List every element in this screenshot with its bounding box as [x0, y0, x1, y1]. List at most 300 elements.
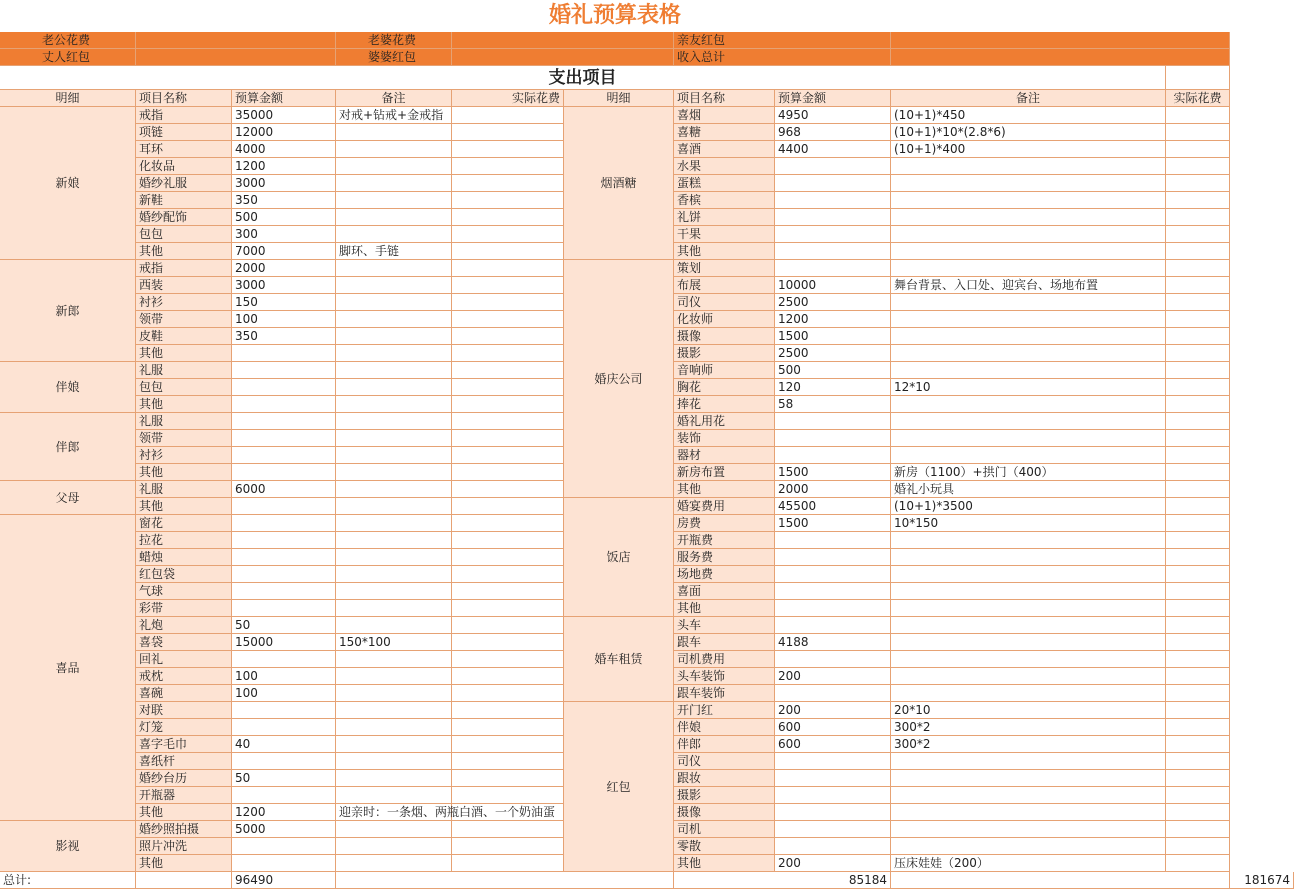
right-budget-amount[interactable]: 1500 — [775, 464, 891, 481]
left-item-name: 回礼 — [136, 651, 232, 668]
left-budget-amount[interactable] — [232, 515, 336, 532]
left-actual-spend[interactable] — [452, 124, 564, 141]
left-actual-spend[interactable] — [452, 481, 564, 498]
left-item-name: 其他 — [136, 498, 232, 515]
right-actual-spend[interactable] — [1166, 600, 1230, 617]
left-note[interactable] — [336, 124, 452, 141]
left-budget-amount[interactable] — [232, 464, 336, 481]
right-actual-spend[interactable] — [1166, 498, 1230, 515]
right-actual-spend[interactable] — [1166, 311, 1230, 328]
right-budget-amount[interactable] — [775, 821, 891, 838]
left-budget-amount[interactable]: 15000 — [232, 634, 336, 651]
right-item-name: 摄像 — [674, 328, 775, 345]
right-note[interactable] — [891, 260, 1166, 277]
right-actual-spend[interactable] — [1166, 634, 1230, 651]
left-actual-spend[interactable] — [452, 549, 564, 566]
left-note[interactable] — [336, 617, 452, 634]
left-note[interactable] — [336, 515, 452, 532]
left-item-name: 其他 — [136, 855, 232, 872]
left-budget-amount[interactable] — [232, 532, 336, 549]
right-actual-spend[interactable] — [1166, 753, 1230, 770]
right-budget-amount[interactable] — [775, 430, 891, 447]
right-note[interactable] — [891, 532, 1166, 549]
right-actual-spend[interactable] — [1166, 702, 1230, 719]
left-budget-amount[interactable]: 150 — [232, 294, 336, 311]
right-budget-amount[interactable]: 10000 — [775, 277, 891, 294]
left-budget-amount[interactable] — [232, 413, 336, 430]
right-actual-spend[interactable] — [1166, 583, 1230, 600]
right-note[interactable]: 10*150 — [891, 515, 1166, 532]
left-actual-spend[interactable] — [452, 294, 564, 311]
left-note[interactable] — [336, 226, 452, 243]
left-actual-spend[interactable] — [452, 464, 564, 481]
left-note[interactable] — [336, 668, 452, 685]
left-budget-amount[interactable] — [232, 396, 336, 413]
header-detail-left: 明细 — [0, 90, 136, 107]
left-note[interactable] — [336, 753, 452, 770]
left-budget-amount[interactable]: 1200 — [232, 158, 336, 175]
left-actual-spend[interactable] — [452, 447, 564, 464]
right-actual-spend[interactable] — [1166, 838, 1230, 855]
left-note[interactable] — [336, 311, 452, 328]
left-actual-spend[interactable] — [452, 209, 564, 226]
left-budget-amount[interactable]: 2000 — [232, 260, 336, 277]
left-item-name: 婚纱礼服 — [136, 175, 232, 192]
left-budget-amount[interactable]: 3000 — [232, 175, 336, 192]
right-actual-spend[interactable] — [1166, 787, 1230, 804]
left-budget-amount[interactable] — [232, 651, 336, 668]
left-item-name: 喜袋 — [136, 634, 232, 651]
right-item-name: 新房布置 — [674, 464, 775, 481]
right-actual-spend[interactable] — [1166, 124, 1230, 141]
right-budget-amount[interactable] — [775, 175, 891, 192]
left-note[interactable] — [336, 379, 452, 396]
right-budget-amount[interactable] — [775, 770, 891, 787]
left-note[interactable] — [336, 345, 452, 362]
right-note[interactable] — [891, 821, 1166, 838]
left-actual-spend[interactable] — [452, 719, 564, 736]
left-note[interactable] — [336, 362, 452, 379]
left-note[interactable] — [336, 549, 452, 566]
right-budget-amount[interactable]: 500 — [775, 362, 891, 379]
right-note[interactable]: 婚礼小玩具 — [891, 481, 1166, 498]
left-budget-amount[interactable] — [232, 345, 336, 362]
left-budget-amount[interactable]: 12000 — [232, 124, 336, 141]
left-actual-spend[interactable] — [452, 362, 564, 379]
right-actual-spend[interactable] — [1166, 549, 1230, 566]
left-actual-spend[interactable] — [452, 600, 564, 617]
left-actual-spend[interactable] — [452, 651, 564, 668]
right-budget-amount[interactable]: 968 — [775, 124, 891, 141]
left-note[interactable] — [336, 600, 452, 617]
right-actual-spend[interactable] — [1166, 209, 1230, 226]
right-note[interactable]: (10+1)*450 — [891, 107, 1166, 124]
right-budget-amount[interactable] — [775, 838, 891, 855]
right-note[interactable] — [891, 668, 1166, 685]
left-actual-spend[interactable] — [452, 855, 564, 872]
right-note[interactable]: (10+1)*10*(2.8*6) — [891, 124, 1166, 141]
left-budget-amount[interactable] — [232, 838, 336, 855]
left-budget-amount[interactable] — [232, 379, 336, 396]
left-note[interactable] — [336, 651, 452, 668]
right-note[interactable] — [891, 447, 1166, 464]
left-category: 父母 — [0, 481, 136, 515]
left-note[interactable] — [336, 821, 452, 838]
left-item-name: 领带 — [136, 430, 232, 447]
right-note[interactable] — [891, 158, 1166, 175]
right-note[interactable] — [891, 192, 1166, 209]
left-actual-spend[interactable] — [452, 107, 564, 124]
right-budget-amount[interactable] — [775, 617, 891, 634]
right-budget-amount[interactable] — [775, 549, 891, 566]
right-note[interactable]: 12*10 — [891, 379, 1166, 396]
right-note[interactable]: 300*2 — [891, 736, 1166, 753]
left-budget-amount[interactable]: 35000 — [232, 107, 336, 124]
right-budget-amount[interactable] — [775, 651, 891, 668]
right-note[interactable]: 新房（1100）+拱门（400） — [891, 464, 1166, 481]
left-note[interactable] — [336, 294, 452, 311]
left-category: 新娘 — [0, 107, 136, 260]
left-actual-spend[interactable] — [452, 379, 564, 396]
left-budget-amount[interactable]: 50 — [232, 770, 336, 787]
right-actual-spend[interactable] — [1166, 736, 1230, 753]
left-budget-amount[interactable]: 40 — [232, 736, 336, 753]
right-actual-spend[interactable] — [1166, 532, 1230, 549]
right-actual-spend[interactable] — [1166, 821, 1230, 838]
left-note[interactable] — [336, 583, 452, 600]
income-total-value[interactable] — [891, 49, 1230, 66]
bride-spend-value[interactable] — [452, 32, 674, 49]
left-budget-amount[interactable] — [232, 753, 336, 770]
right-note[interactable] — [891, 209, 1166, 226]
right-budget-amount[interactable] — [775, 532, 891, 549]
left-note[interactable] — [336, 141, 452, 158]
right-budget-amount[interactable]: 4950 — [775, 107, 891, 124]
right-note[interactable]: 压床娃娃（200） — [891, 855, 1166, 872]
left-total-value: 96490 — [232, 872, 336, 889]
left-budget-amount[interactable]: 350 — [232, 192, 336, 209]
right-actual-spend[interactable] — [1166, 855, 1230, 872]
left-note[interactable] — [336, 532, 452, 549]
right-item-name: 司机费用 — [674, 651, 775, 668]
left-note[interactable] — [336, 770, 452, 787]
right-budget-amount[interactable]: 200 — [775, 668, 891, 685]
right-actual-spend[interactable] — [1166, 175, 1230, 192]
right-budget-amount[interactable]: 120 — [775, 379, 891, 396]
right-note[interactable]: 300*2 — [891, 719, 1166, 736]
right-actual-spend[interactable] — [1166, 226, 1230, 243]
left-note[interactable] — [336, 260, 452, 277]
left-budget-amount[interactable]: 4000 — [232, 141, 336, 158]
right-note[interactable]: (10+1)*3500 — [891, 498, 1166, 515]
left-actual-spend[interactable] — [452, 838, 564, 855]
right-budget-amount[interactable] — [775, 243, 891, 260]
left-note[interactable]: 对戒+钻戒+金戒指 — [336, 107, 452, 124]
right-actual-spend[interactable] — [1166, 685, 1230, 702]
left-note[interactable] — [336, 277, 452, 294]
right-budget-amount[interactable] — [775, 804, 891, 821]
left-actual-spend[interactable] — [452, 192, 564, 209]
right-budget-amount[interactable] — [775, 753, 891, 770]
left-note[interactable] — [336, 396, 452, 413]
left-note[interactable] — [336, 719, 452, 736]
left-actual-spend[interactable] — [452, 430, 564, 447]
left-note[interactable] — [336, 447, 452, 464]
left-budget-amount[interactable]: 3000 — [232, 277, 336, 294]
left-budget-amount[interactable] — [232, 447, 336, 464]
right-actual-spend[interactable] — [1166, 260, 1230, 277]
left-actual-spend[interactable] — [452, 345, 564, 362]
left-actual-spend[interactable] — [452, 821, 564, 838]
right-actual-spend[interactable] — [1166, 447, 1230, 464]
right-actual-spend[interactable] — [1166, 396, 1230, 413]
header-budget-right: 预算金额 — [775, 90, 891, 107]
left-actual-spend[interactable] — [452, 158, 564, 175]
left-budget-amount[interactable] — [232, 549, 336, 566]
left-budget-amount[interactable] — [232, 566, 336, 583]
right-actual-spend[interactable] — [1166, 430, 1230, 447]
right-budget-amount[interactable] — [775, 566, 891, 583]
right-budget-amount[interactable]: 4188 — [775, 634, 891, 651]
right-budget-amount[interactable]: 58 — [775, 396, 891, 413]
left-actual-spend[interactable] — [452, 668, 564, 685]
left-note[interactable] — [336, 702, 452, 719]
left-actual-spend[interactable] — [452, 277, 564, 294]
left-note[interactable] — [336, 498, 452, 515]
left-actual-spend[interactable] — [452, 702, 564, 719]
left-note[interactable] — [336, 430, 452, 447]
left-actual-spend[interactable] — [452, 736, 564, 753]
left-actual-spend[interactable] — [452, 498, 564, 515]
right-actual-spend[interactable] — [1166, 379, 1230, 396]
left-actual-spend[interactable] — [452, 770, 564, 787]
right-actual-spend[interactable] — [1166, 804, 1230, 821]
left-actual-spend[interactable] — [452, 226, 564, 243]
right-item-name: 胸花 — [674, 379, 775, 396]
right-note[interactable]: (10+1)*400 — [891, 141, 1166, 158]
right-budget-amount[interactable]: 200 — [775, 855, 891, 872]
left-note[interactable] — [336, 787, 452, 804]
right-budget-amount[interactable] — [775, 260, 891, 277]
right-actual-spend[interactable] — [1166, 464, 1230, 481]
right-note[interactable] — [891, 175, 1166, 192]
right-note[interactable] — [891, 617, 1166, 634]
right-actual-spend[interactable] — [1166, 107, 1230, 124]
right-budget-amount[interactable]: 600 — [775, 719, 891, 736]
left-note[interactable] — [336, 209, 452, 226]
left-actual-spend[interactable] — [452, 328, 564, 345]
left-budget-amount[interactable]: 500 — [232, 209, 336, 226]
left-note[interactable] — [336, 192, 452, 209]
right-note[interactable] — [891, 651, 1166, 668]
right-budget-amount[interactable] — [775, 447, 891, 464]
left-actual-spend[interactable] — [452, 396, 564, 413]
left-note[interactable]: 脚环、手链 — [336, 243, 452, 260]
right-budget-amount[interactable]: 2500 — [775, 345, 891, 362]
left-budget-amount[interactable] — [232, 719, 336, 736]
left-note[interactable]: 150*100 — [336, 634, 452, 651]
right-note[interactable]: 舞台背景、入口处、迎宾台、场地布置 — [891, 277, 1166, 294]
left-note[interactable] — [336, 158, 452, 175]
right-actual-spend[interactable] — [1166, 192, 1230, 209]
right-actual-spend[interactable] — [1166, 770, 1230, 787]
right-note[interactable] — [891, 634, 1166, 651]
right-budget-amount[interactable] — [775, 158, 891, 175]
left-budget-amount[interactable] — [232, 600, 336, 617]
left-actual-spend[interactable] — [452, 243, 564, 260]
right-budget-amount[interactable]: 2500 — [775, 294, 891, 311]
right-budget-amount[interactable]: 45500 — [775, 498, 891, 515]
right-budget-amount[interactable] — [775, 583, 891, 600]
left-budget-amount[interactable]: 100 — [232, 311, 336, 328]
left-actual-spend[interactable] — [452, 141, 564, 158]
right-budget-amount[interactable] — [775, 209, 891, 226]
left-actual-spend[interactable] — [452, 566, 564, 583]
right-budget-amount[interactable]: 2000 — [775, 481, 891, 498]
right-actual-spend[interactable] — [1166, 294, 1230, 311]
right-category: 饭店 — [564, 498, 674, 617]
right-actual-spend[interactable] — [1166, 277, 1230, 294]
left-actual-spend[interactable] — [452, 787, 564, 804]
father-in-law-gift-label: 丈人红包 — [0, 49, 136, 66]
left-actual-spend[interactable] — [452, 260, 564, 277]
right-budget-amount[interactable] — [775, 413, 891, 430]
left-budget-amount[interactable]: 7000 — [232, 243, 336, 260]
right-note[interactable] — [891, 566, 1166, 583]
left-budget-amount[interactable] — [232, 362, 336, 379]
left-actual-spend[interactable] — [452, 685, 564, 702]
left-actual-spend[interactable] — [452, 583, 564, 600]
right-budget-amount[interactable] — [775, 787, 891, 804]
right-budget-amount[interactable]: 200 — [775, 702, 891, 719]
left-budget-amount[interactable]: 1200 — [232, 804, 336, 821]
left-note[interactable]: 迎亲时：一条烟、两瓶白酒、一个奶油蛋 — [336, 804, 452, 821]
left-budget-amount[interactable]: 6000 — [232, 481, 336, 498]
left-budget-amount[interactable]: 5000 — [232, 821, 336, 838]
left-note[interactable] — [336, 855, 452, 872]
left-actual-spend[interactable] — [452, 634, 564, 651]
right-note[interactable] — [891, 362, 1166, 379]
left-note[interactable] — [336, 566, 452, 583]
right-actual-spend[interactable] — [1166, 719, 1230, 736]
groom-spend-value[interactable] — [136, 32, 336, 49]
left-note[interactable] — [336, 685, 452, 702]
right-note[interactable] — [891, 787, 1166, 804]
right-note[interactable] — [891, 685, 1166, 702]
left-actual-spend[interactable] — [452, 311, 564, 328]
left-actual-spend[interactable] — [452, 515, 564, 532]
left-budget-amount[interactable] — [232, 498, 336, 515]
left-note[interactable] — [336, 413, 452, 430]
father-in-law-gift-value[interactable] — [136, 49, 336, 66]
right-budget-amount[interactable]: 1200 — [775, 311, 891, 328]
right-actual-spend[interactable] — [1166, 345, 1230, 362]
right-budget-amount[interactable]: 1500 — [775, 515, 891, 532]
right-note[interactable] — [891, 413, 1166, 430]
left-actual-spend[interactable] — [452, 532, 564, 549]
left-budget-amount[interactable]: 300 — [232, 226, 336, 243]
right-actual-spend[interactable] — [1166, 243, 1230, 260]
friends-gift-value[interactable] — [891, 32, 1230, 49]
left-budget-amount[interactable]: 50 — [232, 617, 336, 634]
right-budget-amount[interactable]: 1500 — [775, 328, 891, 345]
right-budget-amount[interactable]: 600 — [775, 736, 891, 753]
right-item-name: 摄影 — [674, 787, 775, 804]
mother-in-law-gift-value[interactable] — [452, 49, 674, 66]
right-actual-spend[interactable] — [1166, 481, 1230, 498]
left-budget-amount[interactable] — [232, 583, 336, 600]
left-budget-amount[interactable] — [232, 702, 336, 719]
right-total-value: 85184 — [674, 872, 891, 889]
right-note[interactable] — [891, 243, 1166, 260]
right-note[interactable] — [891, 583, 1166, 600]
left-budget-amount[interactable]: 100 — [232, 668, 336, 685]
left-actual-spend[interactable] — [452, 617, 564, 634]
left-actual-spend[interactable] — [452, 175, 564, 192]
left-item-name: 其他 — [136, 345, 232, 362]
left-actual-spend[interactable] — [452, 413, 564, 430]
right-note[interactable]: 20*10 — [891, 702, 1166, 719]
right-actual-spend[interactable] — [1166, 651, 1230, 668]
right-actual-spend[interactable] — [1166, 328, 1230, 345]
right-budget-amount[interactable] — [775, 600, 891, 617]
right-actual-spend[interactable] — [1166, 668, 1230, 685]
left-budget-amount[interactable]: 350 — [232, 328, 336, 345]
left-item-name: 喜纸杆 — [136, 753, 232, 770]
right-actual-spend[interactable] — [1166, 413, 1230, 430]
left-budget-amount[interactable]: 100 — [232, 685, 336, 702]
right-actual-spend[interactable] — [1166, 158, 1230, 175]
right-note[interactable] — [891, 838, 1166, 855]
right-actual-spend[interactable] — [1166, 617, 1230, 634]
left-budget-amount[interactable] — [232, 430, 336, 447]
left-note[interactable] — [336, 838, 452, 855]
right-budget-amount[interactable] — [775, 192, 891, 209]
right-note[interactable] — [891, 345, 1166, 362]
right-note[interactable] — [891, 328, 1166, 345]
right-note[interactable] — [891, 226, 1166, 243]
left-actual-spend[interactable] — [452, 804, 564, 821]
left-note[interactable] — [336, 328, 452, 345]
right-note[interactable] — [891, 430, 1166, 447]
right-note[interactable] — [891, 549, 1166, 566]
right-note[interactable] — [891, 294, 1166, 311]
right-note[interactable] — [891, 600, 1166, 617]
right-budget-amount[interactable] — [775, 685, 891, 702]
right-note[interactable] — [891, 804, 1166, 821]
right-item-name: 装饰 — [674, 430, 775, 447]
left-note[interactable] — [336, 481, 452, 498]
right-note[interactable] — [891, 770, 1166, 787]
right-note[interactable] — [891, 311, 1166, 328]
left-item-name: 衬衫 — [136, 294, 232, 311]
left-note[interactable] — [336, 464, 452, 481]
left-actual-spend[interactable] — [452, 753, 564, 770]
left-item-name: 灯笼 — [136, 719, 232, 736]
right-budget-amount[interactable]: 4400 — [775, 141, 891, 158]
right-actual-spend[interactable] — [1166, 566, 1230, 583]
left-note[interactable] — [336, 736, 452, 753]
right-actual-spend[interactable] — [1166, 141, 1230, 158]
right-actual-spend[interactable] — [1166, 362, 1230, 379]
right-actual-spend[interactable] — [1166, 515, 1230, 532]
left-note[interactable] — [336, 175, 452, 192]
left-budget-amount[interactable] — [232, 787, 336, 804]
right-note[interactable] — [891, 396, 1166, 413]
left-budget-amount[interactable] — [232, 855, 336, 872]
right-note[interactable] — [891, 753, 1166, 770]
right-budget-amount[interactable] — [775, 226, 891, 243]
